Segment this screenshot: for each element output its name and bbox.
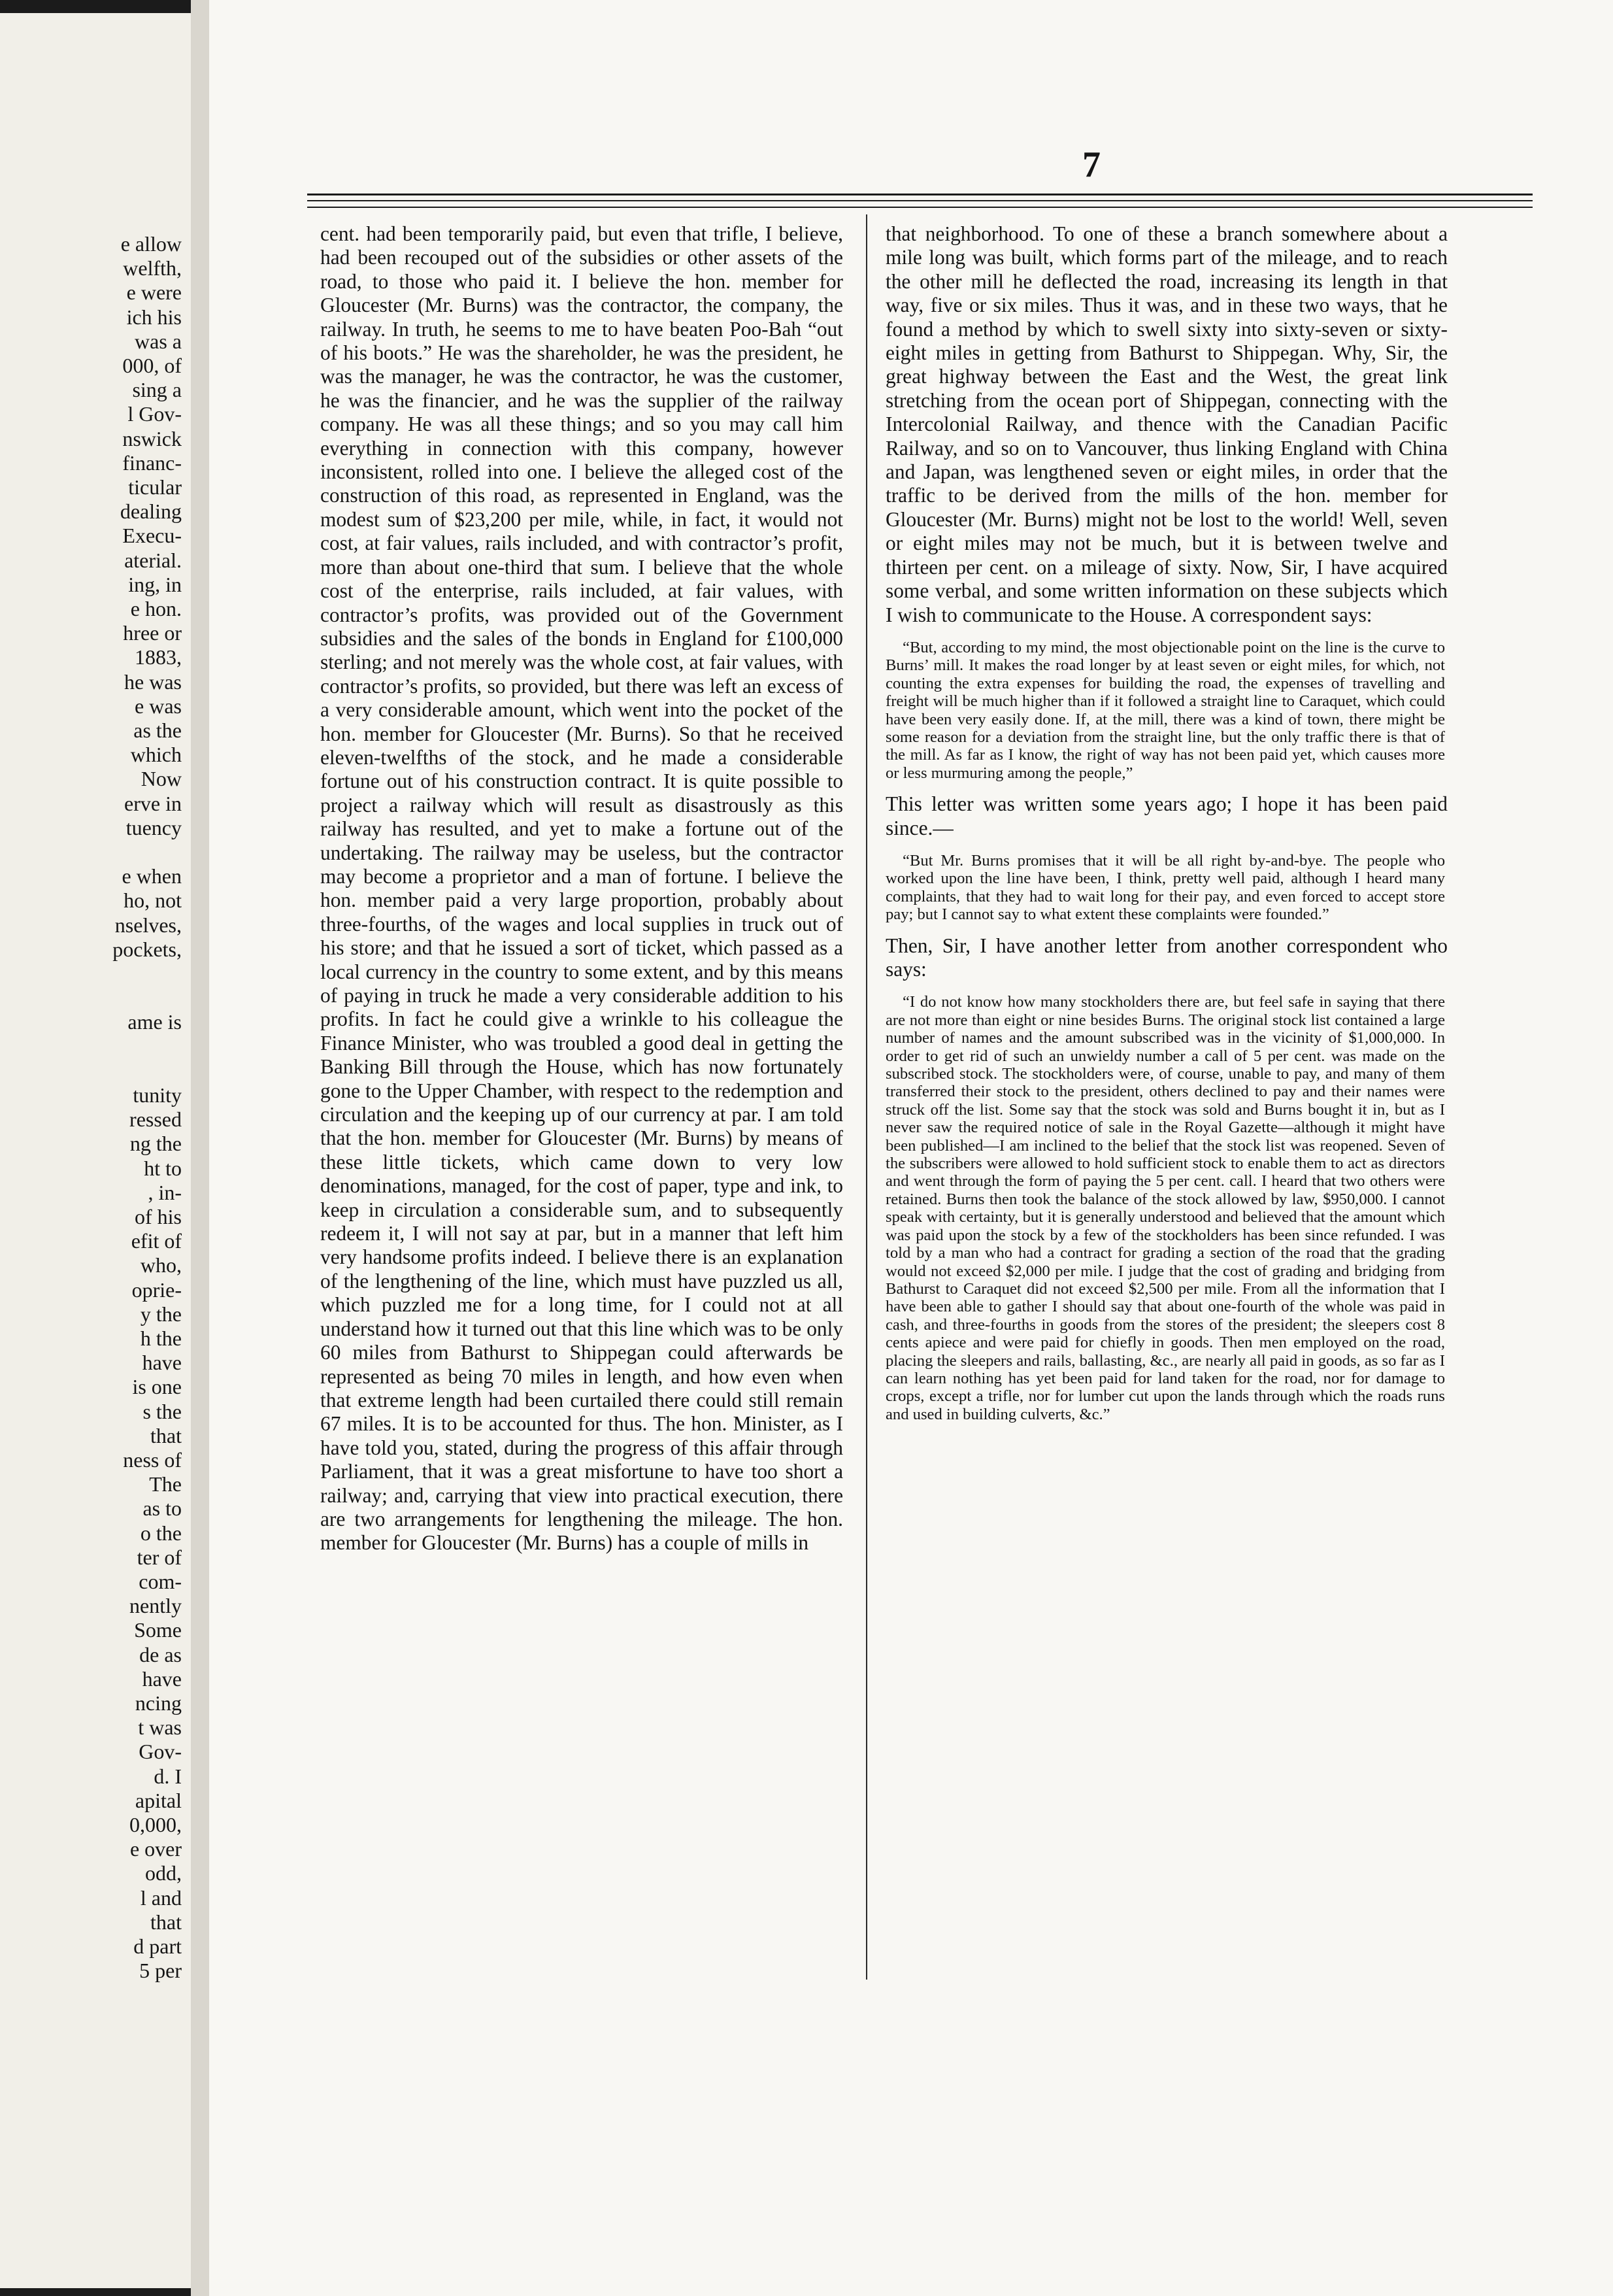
fragment-line: com-: [139, 1570, 182, 1593]
fragment-line: that: [150, 1423, 182, 1447]
body-paragraph: that neighborhood. To one of these a branch somewhere about a mile long was built, which forms part of the mileage, and to reach the other mill he deflected the road, increasing its length in that way, five or six miles. Thus it was, and in these two ways, that he found a method by which to swell sixty into sixty-seven or sixty-eight miles in getting from Bathurst to Shippegan. Why, Sir, the great highway between the East and the West, the great link stretching from the ocean port of Shippegan, connecting with the Intercolonial Railway, and thence with the Canadian Pacific Railway, and so on to Vancouver, thus linking England with China and Japan, was lengthened seven or eight miles, in order that the traffic to be derived from the mills of the hon. member for Gloucester (Mr. Burns) might not be lost to the world! Well, seven or eight miles may not be much, but it is between twelve and thirteen per cent. on a mileage of sixty. Now, Sir, I have acquired some verbal, and some written information on these subjects which I wish to communicate to the House. A correspondent says:: [886, 222, 1448, 626]
fragment-line: ressed: [129, 1107, 182, 1132]
fragment-line: e over: [129, 1837, 182, 1861]
header-rule: [307, 200, 1533, 201]
fragment-line: pockets,: [112, 937, 182, 961]
fragment-line: ticular: [128, 475, 182, 499]
fragment-line: l and: [140, 1885, 182, 1910]
letter-quote: “But, according to my mind, the most objectionable point on the line is the curve to Burns’ mill. It makes the road longer by at least seven or eight miles, for which, not counting the extra expenses for building the road, the expenses of travelling and freight will be much higher than if it followed a straight line to Caraquet, which could have been very easily done. If, at the mill, there was a kind of town, there might be some reason for a deviation from the straight line, but the only traffic there is that of the mill. As far as I know, the right of way has not been paid yet, which causes more or less murmuring among the people,”: [886, 638, 1445, 782]
fragment-line: who,: [140, 1253, 182, 1277]
fragment-line: erve in: [124, 791, 182, 815]
fragment-line: ich his: [126, 305, 182, 329]
fragment-line: 000, of: [122, 354, 182, 377]
letter-quote: “But Mr. Burns promises that it will be all right by-and-bye. The people who worked upon the line have been, I think, pretty well paid, although I heard many complaints, that they had to wait long for their pay, and even forced to accept store pay; but I cannot say to what extent these complaints were founded.”: [886, 851, 1445, 924]
fragment-line: , in-: [148, 1180, 182, 1204]
fragment-line: h the: [140, 1326, 182, 1350]
fragment-line: Gov-: [139, 1740, 182, 1764]
fragment-line: 5 per: [139, 1959, 182, 1983]
fragment-line: have: [142, 1666, 182, 1691]
fragment-line: 1883,: [135, 645, 182, 669]
fragment-line: nselves,: [114, 913, 182, 937]
fragment-line: e was: [135, 694, 182, 718]
fragment-line: sing a: [132, 378, 182, 402]
fragment-line: was a: [135, 329, 182, 353]
fragment-line: nently: [129, 1594, 182, 1618]
fragment-line: tuency: [125, 815, 182, 839]
fragment-line: s the: [142, 1399, 182, 1423]
document-page: [209, 0, 1613, 2296]
fragment-line: odd,: [145, 1861, 182, 1885]
fragment-line: ness of: [123, 1448, 182, 1472]
fragment-line: as the: [133, 718, 182, 742]
fragment-line: ht to: [144, 1156, 182, 1180]
fragment-line: apital: [135, 1788, 182, 1812]
text-column-right: [886, 222, 1448, 1987]
fragment-line: d. I: [154, 1764, 182, 1788]
fragment-line: he was: [124, 669, 182, 694]
page-number: 7: [1082, 144, 1101, 185]
fragment-line: financ-: [122, 450, 182, 475]
fragment-line: t was: [138, 1715, 182, 1740]
fragment-line: ter of: [137, 1545, 182, 1569]
fragment-line: of his: [135, 1205, 182, 1228]
column-divider: [866, 214, 867, 1980]
fragment-line: tunity: [133, 1083, 182, 1107]
adjacent-page-fragment: [0, 13, 191, 2288]
header-rule: [307, 207, 1533, 208]
fragment-line: The: [149, 1472, 182, 1496]
fragment-line: efit of: [131, 1229, 182, 1253]
fragment-line: l Gov-: [127, 402, 182, 426]
text-column-left: [320, 222, 843, 1987]
fragment-line: is one: [132, 1375, 182, 1399]
fragment-line: ncing: [135, 1691, 182, 1715]
fragment-line: 0,000,: [129, 1813, 182, 1836]
fragment-line: have: [142, 1351, 182, 1375]
fragment-line: e when: [122, 864, 182, 888]
fragment-line: Execu-: [122, 524, 182, 548]
fragment-line: welfth,: [123, 256, 182, 280]
fragment-line: d part: [133, 1934, 182, 1958]
fragment-line: oprie-: [131, 1277, 182, 1302]
fragment-line: de as: [139, 1642, 182, 1666]
body-paragraph: This letter was written some years ago; I hope it has been paid since.—: [886, 792, 1448, 839]
fragment-line: e allow: [120, 232, 182, 256]
fragment-line: o the: [140, 1521, 182, 1545]
fragment-line: nswick: [122, 426, 182, 450]
fragment-line: dealing: [120, 499, 182, 524]
fragment-line: e hon.: [130, 597, 182, 620]
fragment-line: which: [130, 743, 182, 767]
header-rule: [307, 194, 1533, 195]
fragment-line: e were: [126, 280, 182, 305]
fragment-line: hree or: [123, 621, 182, 645]
fragment-line: ing, in: [128, 572, 182, 596]
fragment-line: Now: [141, 767, 182, 791]
fragment-line: aterial.: [124, 548, 182, 572]
body-paragraph: cent. had been temporarily paid, but even that trifle, I believe, had been recouped out of the subsidies or other assets of the road, to those who paid it. I believe the hon. member for Gloucester (Mr. Burns) was the contractor, the company, the railway. In truth, he seems to me to have beaten Poo-Bah “out of his boots.” He was the shareholder, he was the president, he was the manager, he was the contractor, he was the customer, he was the financier, and he was the supplier of the railway company. He was all these things; and so you may call him everything in connection with this company, however inconsistent, rolled into one. I believe the alleged cost of the construction of this road, as represented in England, was the modest sum of $23,200 per mile, while, in fact, it would not cost, at fair values, rails included, and with contractor’s profit, more than about one-third that sum. I believe that the whole cost of the enterprise, rails included, at fair values, with contractor’s profits, was provided out of the Government subsidies and the sales of the bonds in England for £100,000 sterling; and not merely was the whole cost, at fair values, with contractor’s profits, so provided, but there was left an excess of a very considerable amount, which went into the pocket of the hon. member for Gloucester (Mr. Burns). So that he received eleven-twelfths of the stock, and he made a considerable fortune out of his construction contract. It is quite possible to project a railway which will result as disastrously as this railway has resulted, and yet to make a fortune out of the undertaking. The railway may be useless, but the contractor may become a proprietor and a man of fortune. I believe the hon. member paid a very large proportion, probably about three-fourths, of the wages and local supplies in truck out of his store; and that he issued a sort of ticket, which passed as a local currency in the country to some extent, and by this means of paying in truck he made a very considerable addition to his profits. In fact he could give a wrinkle to his colleague the Finance Minister, who was troubled a good deal in getting the Banking Bill through the House, which has now fortunately gone to the Upper Chamber, with respect to the redemption and circulation and the keeping up of our currency at par. I am told that the hon. member for Gloucester (Mr. Burns) by means of these little tickets, which came down to very low denominations, managed, for the cost of paper, type and ink, to keep in circulation a considerable sum, and to subsequently redeem it, I will not say at par, but in a manner that left him very handsome profits indeed. I believe there is an explanation of the lengthening of the line, which must have puzzled us all, which puzzled me for a long time, for I could not at all understand how it turned out that this line which was to be only 60 miles from Bathurst to Shippegan could afterwards be represented as being 70 miles in length, and how even when that extreme length had been curtailed there could still remain 67 miles. It is to be accounted for thus. The hon. Minister, as I have told you, stated, during the progress of this affair through Parliament, that it was a great misfortune to have too short a railway; and, carrying that view into practical execution, there are two arrangements for lengthening the mileage. The hon. member for Gloucester (Mr. Burns) has a couple of mills in: [320, 222, 843, 1555]
fragment-line: Some: [134, 1618, 182, 1642]
fragment-line: ame is: [127, 1010, 182, 1034]
fragment-line: ng the: [129, 1132, 182, 1156]
body-paragraph: Then, Sir, I have another letter from another correspondent who says:: [886, 934, 1448, 981]
letter-quote: “I do not know how many stockholders there are, but feel safe in saying that there are not more than eight or nine besides Burns. The original stock list contained a large number of names and the amount subscribed was in the vicinity of $1,000,000. In order to get rid of such an unwieldy number a call of 5 per cent. was made on the subscribed stock. The stockholders were, of course, unable to pay, and many of them transferred their stock to the president, others declined to pay and their names were struck off the list. Some say that the stock was sold and Burns bought it in, but as I never saw the required notice of sale in the Royal Gazette—although it might have been published—I am inclined to the belief that the stock list was reopened. Seven of the subscribers were allowed to hold sufficient stock to enable them to act as directors and went through the form of paying the 5 per cent. call. I heard that two others were retained. Burns then took the balance of the stock allowed by law, $950,000. I cannot speak with certainty, but it is generally understood and believed that the amount which was paid upon the stock by a few of the stockholders has been since refunded. I was told by a man who had a contract for grading a section of the road that the grading would not exceed $2,000 per mile. I judge that the cost of grading and bridging from Bathurst to Caraquet did not exceed $2,500 per mile. From all the information that I have been able to gather I should say that about one-fourth of the whole was paid in cash, and three-fourths in goods from the stores of the president; the sleepers cost 8 cents apiece and were paid for chiefly in goods. Then men employed on the road, placing the sleepers and rails, ballasting, &c., are nearly all paid in goods, as so far as I can learn nothing has yet been paid for land taken for the road, nor for damage to crops, except a trifle, nor for lumber cut upon the lands through which the roads runs and used in building culverts, &c.”: [886, 993, 1445, 1423]
fragment-line: that: [150, 1910, 182, 1934]
page-gutter: [191, 0, 209, 2296]
fragment-line: as to: [142, 1496, 182, 1521]
fragment-line: ho, not: [124, 888, 182, 913]
fragment-line: y the: [140, 1302, 182, 1326]
